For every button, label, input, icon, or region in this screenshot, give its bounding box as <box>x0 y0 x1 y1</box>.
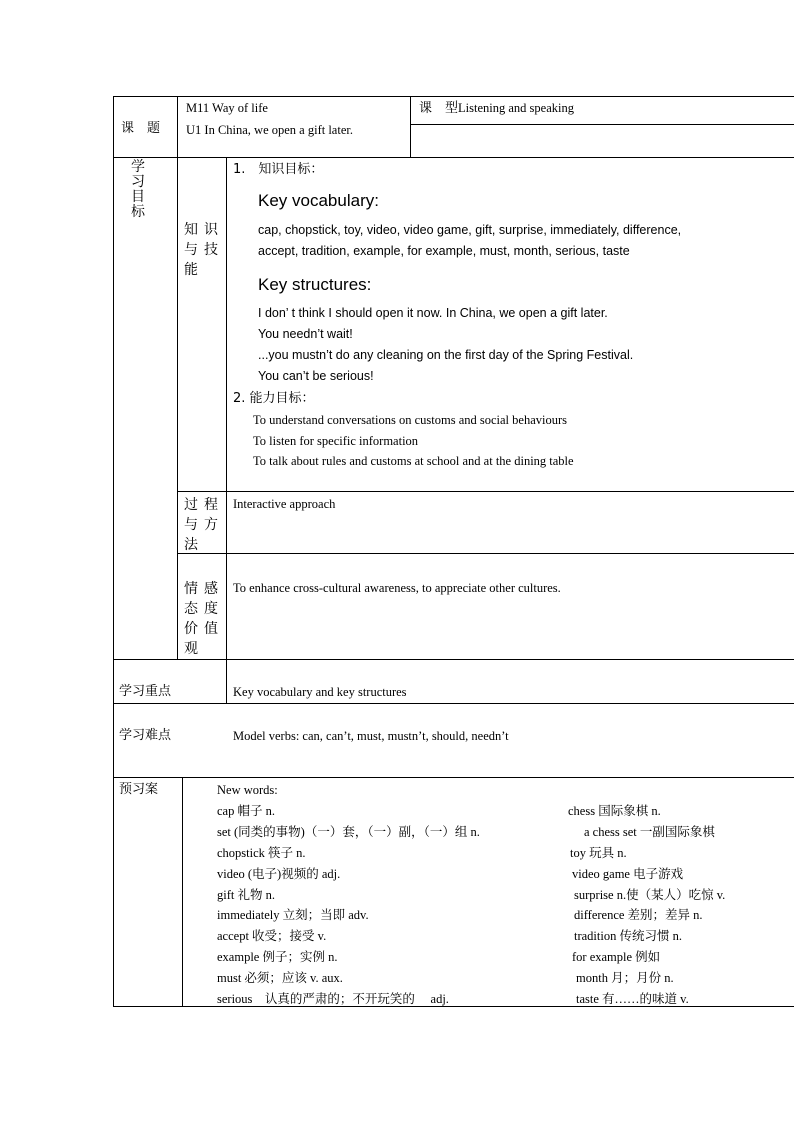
structure-line: You can’t be serious! <box>258 369 374 383</box>
vocabulary-line: cap, chopstick, toy, video, video game, gift, surprise, immediately, difference, <box>258 223 682 237</box>
word-entry: tradition 传统习惯 n. <box>574 929 682 943</box>
word-entry: taste 有……的味道 v. <box>576 992 689 1006</box>
key-points-label: 学习重点 <box>119 684 172 699</box>
word-entry: gift 礼物 n. <box>217 888 275 902</box>
knowledge-goal-heading: 1. 知识目标： <box>233 162 324 177</box>
new-words-heading: New words: <box>217 783 278 797</box>
ability-goal-heading: 2. 能力目标： <box>233 391 315 406</box>
emotion-attitude-label: 情感态度价值观 <box>184 581 224 657</box>
word-entry: surprise n.使（某人）吃惊 v. <box>574 888 726 902</box>
word-entry: must 必须；应该 v. aux. <box>217 971 343 985</box>
word-entry: set (同类的事物)（一）套，（一）副，（一）组 n. <box>217 825 480 839</box>
col-divider <box>410 96 411 158</box>
vocabulary-line: accept, tradition, example, for example, must, month, serious, taste <box>258 244 630 258</box>
preview-label: 预习案 <box>119 782 159 797</box>
row-divider <box>410 124 794 125</box>
col-divider <box>182 777 183 1007</box>
word-entry: cap 帽子 n. <box>217 804 275 818</box>
difficulties-label: 学习难点 <box>119 728 172 743</box>
word-entry: chopstick 筷子 n. <box>217 846 306 860</box>
table-border-left <box>113 96 114 1007</box>
word-entry: video game 电子游戏 <box>572 867 684 881</box>
key-vocabulary-heading: Key vocabulary: <box>258 191 379 210</box>
process-method-value: Interactive approach <box>233 497 336 511</box>
row-divider <box>113 157 794 158</box>
word-entry: chess 国际象棋 n. <box>568 804 661 818</box>
word-entry: example 例子；实例 n. <box>217 950 338 964</box>
structure-line: You needn’t wait! <box>258 327 353 341</box>
word-entry: for example 例如 <box>572 950 661 964</box>
row-divider <box>177 553 794 554</box>
row-divider <box>113 777 794 778</box>
table-border-top <box>113 96 794 97</box>
word-entry: a chess set 一副国际象棋 <box>584 825 715 839</box>
lesson-type-label: 课 型 <box>419 101 459 116</box>
key-points-value: Key vocabulary and key structures <box>233 685 407 699</box>
word-entry: month 月；月份 n. <box>576 971 674 985</box>
col-divider <box>177 96 178 660</box>
word-entry: accept 收受；接受 v. <box>217 929 327 943</box>
word-entry: immediately 立刻；当即 adv. <box>217 908 369 922</box>
lesson-type <box>419 102 574 115</box>
key-structures-heading: Key structures: <box>258 275 372 294</box>
ability-line: To talk about rules and customs at school and at the dining table <box>253 454 574 468</box>
knowledge-skill-label: 知识与技能 <box>184 222 224 278</box>
row-divider <box>177 491 794 492</box>
word-entry: difference 差别；差异 n. <box>574 908 703 922</box>
row-divider <box>113 659 794 660</box>
difficulties-value: Model verbs: can, can’t, must, mustn’t, should, needn’t <box>233 729 509 743</box>
table-border-bottom <box>113 1006 794 1007</box>
structure-line: ...you mustn’t do any cleaning on the first day of the Spring Festival. <box>258 348 634 362</box>
col-divider <box>226 157 227 704</box>
word-entry: video (电子)视频的 adj. <box>217 867 341 881</box>
ability-line: To understand conversations on customs and social behaviours <box>253 413 567 427</box>
process-method-label: 过程与方法 <box>184 497 224 553</box>
word-entry: serious 认真的严肃的；不开玩笑的 adj. <box>217 992 449 1006</box>
ability-line: To listen for specific information <box>253 434 419 448</box>
objectives-section-label: 学习目标 <box>131 159 145 220</box>
topic-label: 课 题 <box>121 121 161 136</box>
word-entry: toy 玩具 n. <box>570 846 627 860</box>
emotion-attitude-value: To enhance cross-cultural awareness, to appreciate other cultures. <box>233 581 561 595</box>
unit-title: U1 In China, we open a gift later. <box>186 123 353 137</box>
row-divider <box>113 703 794 704</box>
lesson-type-value: Listening and speaking <box>458 101 574 115</box>
module-title: M11 Way of life <box>186 101 268 115</box>
structure-line: I don’ t think I should open it now. In China, we open a gift later. <box>258 306 608 320</box>
